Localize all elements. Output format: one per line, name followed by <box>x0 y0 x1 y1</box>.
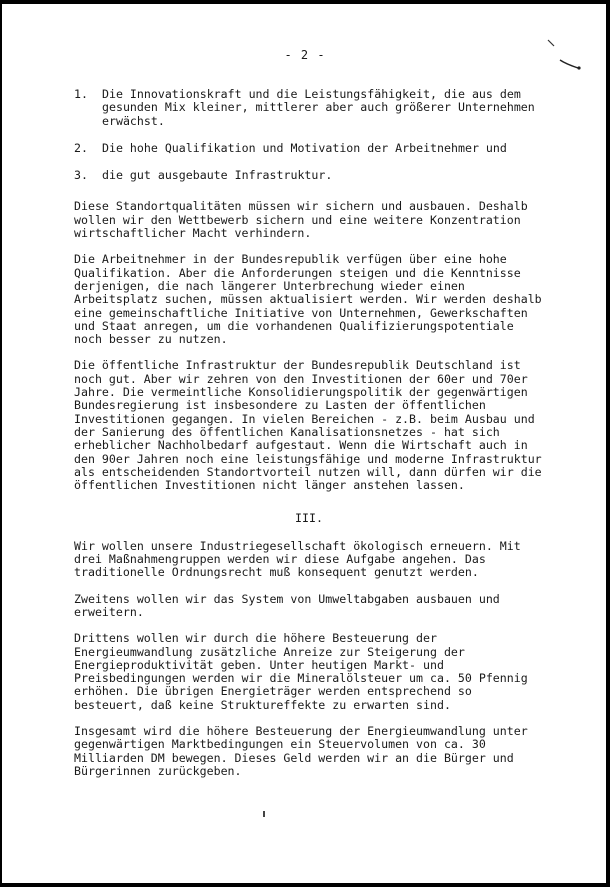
paragraph: Wir wollen unsere Industriegesellschaft ökologisch erneuern. Mit drei Maßnahmengruppen werden wir diese Aufgabe angehen. Das traditionelle Ordnungsrecht muß konsequent genutzt werden. <box>74 538 521 580</box>
list-number: 1. <box>74 87 88 101</box>
scan-border-top <box>0 0 610 4</box>
list-text: die gut ausgebaute Infrastruktur. <box>102 168 333 183</box>
scan-border-left <box>0 0 2 887</box>
page-number: - 2 - <box>284 48 326 62</box>
section-heading: III. <box>295 511 323 526</box>
list-number: 2. <box>74 140 88 155</box>
list-text: Die Innovationskraft und die Leistungsfähigkeit, die aus dem gesunden Mix kleiner, mittlerer aber auch größerer Unternehmen erwächst. <box>102 87 535 128</box>
list-item <box>74 169 544 182</box>
scan-speck <box>263 811 265 817</box>
document-body <box>74 88 544 791</box>
paragraph: Zweitens wollen wir das System von Umweltabgaben ausbauen und erweitern. <box>74 591 500 619</box>
scan-border-bottom <box>0 883 610 887</box>
paragraph: Die öffentliche Infrastruktur der Bundesrepublik Deutschland ist noch gut. Aber wir zehren von den Investitionen der 60er und 70er Jahre. Die vermeintliche Konsolidierungspolitik der gegenwärtigen Bundesregierung ist insbesondere zu Lasten der öffentlichen Investitionen gegangen. In vielen Bereichen - z.B. beim Ausbau und der Sanierung des öffentlichen Kanalisationsnetzes - hat sich erheblicher Nachholbedarf aufgestaut. Wenn die Wirtschaft auch in den 90er Jahren noch eine leistungsfähige und moderne Infrastruktur als entscheidenden Standortvorteil nutzen will, dann dürfen wir die öffentlichen Investitionen nicht länger anstehen lassen. <box>74 358 542 493</box>
paragraph: Die Arbeitnehmer in der Bundesrepublik verfügen über eine hohe Qualifikation. Aber die Anforderungen steigen und die Kenntnisse derjenigen, die nach längerer Unterbrechung wieder einen Arbeitsplatz suchen, müssen aktualisiert werden. Wir werden deshalb eine gemeinschaftliche Initiative von Unternehmen, Gewerkschaften und Staat anregen, um die vorhandenen Qualifizierungspotentiale noch besser zu nutzen. <box>74 252 542 347</box>
paragraph: Diese Standortqualitäten müssen wir sichern und ausbauen. Deshalb wollen wir den Wettbewerb sichern und eine weitere Konzentration wirtschaftlicher Macht verhindern. <box>74 199 528 241</box>
list-number: 3. <box>74 168 88 183</box>
scan-border-right <box>606 0 610 887</box>
paragraph: Drittens wollen wir durch die höhere Besteuerung der Energieumwandlung zusätzliche Anreize zur Steigerung der Energieproduktivität geben. Unter heutigen Markt- und Preisbedingungen werden wir die Mineralölsteuer um ca. 50 Pfennig erhöhen. Die übrigen Energieträger werden entsprechend so besteuert, daß keine Struktureffekte zu erwarten sind. <box>74 631 528 712</box>
paragraph: Insgesamt wird die höhere Besteuerung der Energieumwandlung unter gegenwärtigen Marktbedingungen ein Steuervolumen von ca. 30 Milliarden DM bewegen. Dieses Geld werden wir an die Bürger und Bürgerinnen zurückgeben. <box>74 723 528 778</box>
list-text: Die hohe Qualifikation und Motivation der Arbeitnehmer und <box>102 140 507 155</box>
list-item <box>74 88 544 128</box>
list-item <box>74 142 544 155</box>
